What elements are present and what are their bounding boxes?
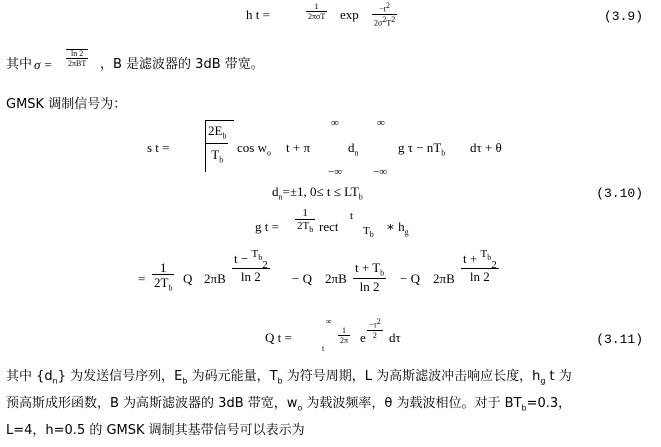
para-line-1: 其中 $\{d_n\}$ 为发送信号序列，$E_b$ 为码元能量，$T_b$ 为符号周期，L 为高斯滤波冲击响应长度，$h_g$ t 为 [6, 369, 572, 386]
gt-rect: rect [319, 219, 339, 234]
eq311-dtau: dτ [389, 330, 401, 345]
st-d: $d_n$ [348, 140, 359, 158]
eq39-frac1: 1 2πσT [308, 2, 326, 21]
gt-frac: $\frac{1}{2T_b}$ [297, 207, 314, 235]
st-lhs: s t = [147, 140, 170, 155]
para-line-2: 预高斯成形函数，B 为高斯滤波器的 3dB 带宽，$w_o$ 为载波频率，θ 为载波相位。对于 $BT_b=0.3$， [6, 396, 572, 413]
eq311-lower: t [322, 344, 325, 353]
st-integrand: g $\tau - nT_b$ [398, 140, 446, 158]
q-arg2-frac: $\frac{t + T_b}{\ln 2}$ [355, 260, 385, 294]
st-tpi: t + π [286, 140, 311, 155]
q-q1: Q [183, 271, 193, 286]
st-inf1: ∞ [331, 117, 339, 129]
sqrt-bar [206, 120, 234, 121]
gt-t: t [350, 210, 354, 222]
eq39-frac2: $\frac{-t2}{2\sigma 2T2}$ [374, 1, 396, 28]
sigma-suffix: ，B 是滤波器的 3dB 带宽。 [100, 57, 264, 72]
eq311-e: e [360, 330, 366, 345]
eq311-lhs: Q t = [265, 330, 292, 345]
eq311-number: (3.11) [596, 332, 643, 347]
sigma-frac: ln 2 2πBT [68, 49, 87, 68]
q-arg1-frac: $\frac{t - ^{T_b}_2}{\ln 2}$ [234, 248, 268, 285]
eq39-lhs: h t = [246, 7, 270, 22]
sigma-symbol: σ = [34, 57, 53, 72]
st-neginf2: −∞ [373, 166, 388, 178]
gmsk-intro: GMSK 调制信号为： [6, 97, 127, 112]
q-minus1: − Q [292, 271, 312, 286]
eq39-exp: exp [340, 7, 359, 22]
gt-star: ∗ $h_g$ [386, 219, 409, 237]
q-eq: = [138, 271, 146, 286]
st-inf2: ∞ [377, 117, 385, 129]
eq310-number: (3.10) [596, 186, 643, 201]
st-cos: $\cos w_o$ [237, 140, 271, 158]
st-tail: dτ + θ [470, 140, 502, 155]
st-neginf1: −∞ [328, 166, 343, 178]
st-sqrt-frac: $\frac{2E_b}{T_b}$ [208, 123, 227, 165]
q-arg3-pre: 2πB [433, 271, 455, 286]
q-arg2-pre: 2πB [325, 271, 347, 286]
eq311-exp-frac: $\frac{-\tau 2}{2}$ [369, 317, 381, 340]
gt-lhs: g t = [255, 219, 279, 234]
q-frac1: $\frac{1}{2T_b}$ [154, 260, 173, 293]
q-arg1-pre: 2πB [204, 271, 226, 286]
eq311-frac: $\frac{1}{2\pi}$ [340, 326, 349, 345]
eq39-number: (3.9) [603, 9, 643, 24]
sigma-prefix: 其中 [6, 57, 33, 72]
dn-line: $d_n=\pm 1$, $0\le t \le LT_b$ [272, 184, 363, 202]
eq311-inf: ∞ [326, 317, 332, 326]
q-minus2: − Q [400, 271, 420, 286]
q-arg3-frac: $\frac{t + ^{T_b}_2}{\ln 2}$ [463, 248, 497, 285]
para-line-3: L=4，h=0.5 的 GMSK 调制其基带信号可以表示为 [6, 423, 305, 438]
gt-tb: $T_b$ [363, 225, 374, 240]
